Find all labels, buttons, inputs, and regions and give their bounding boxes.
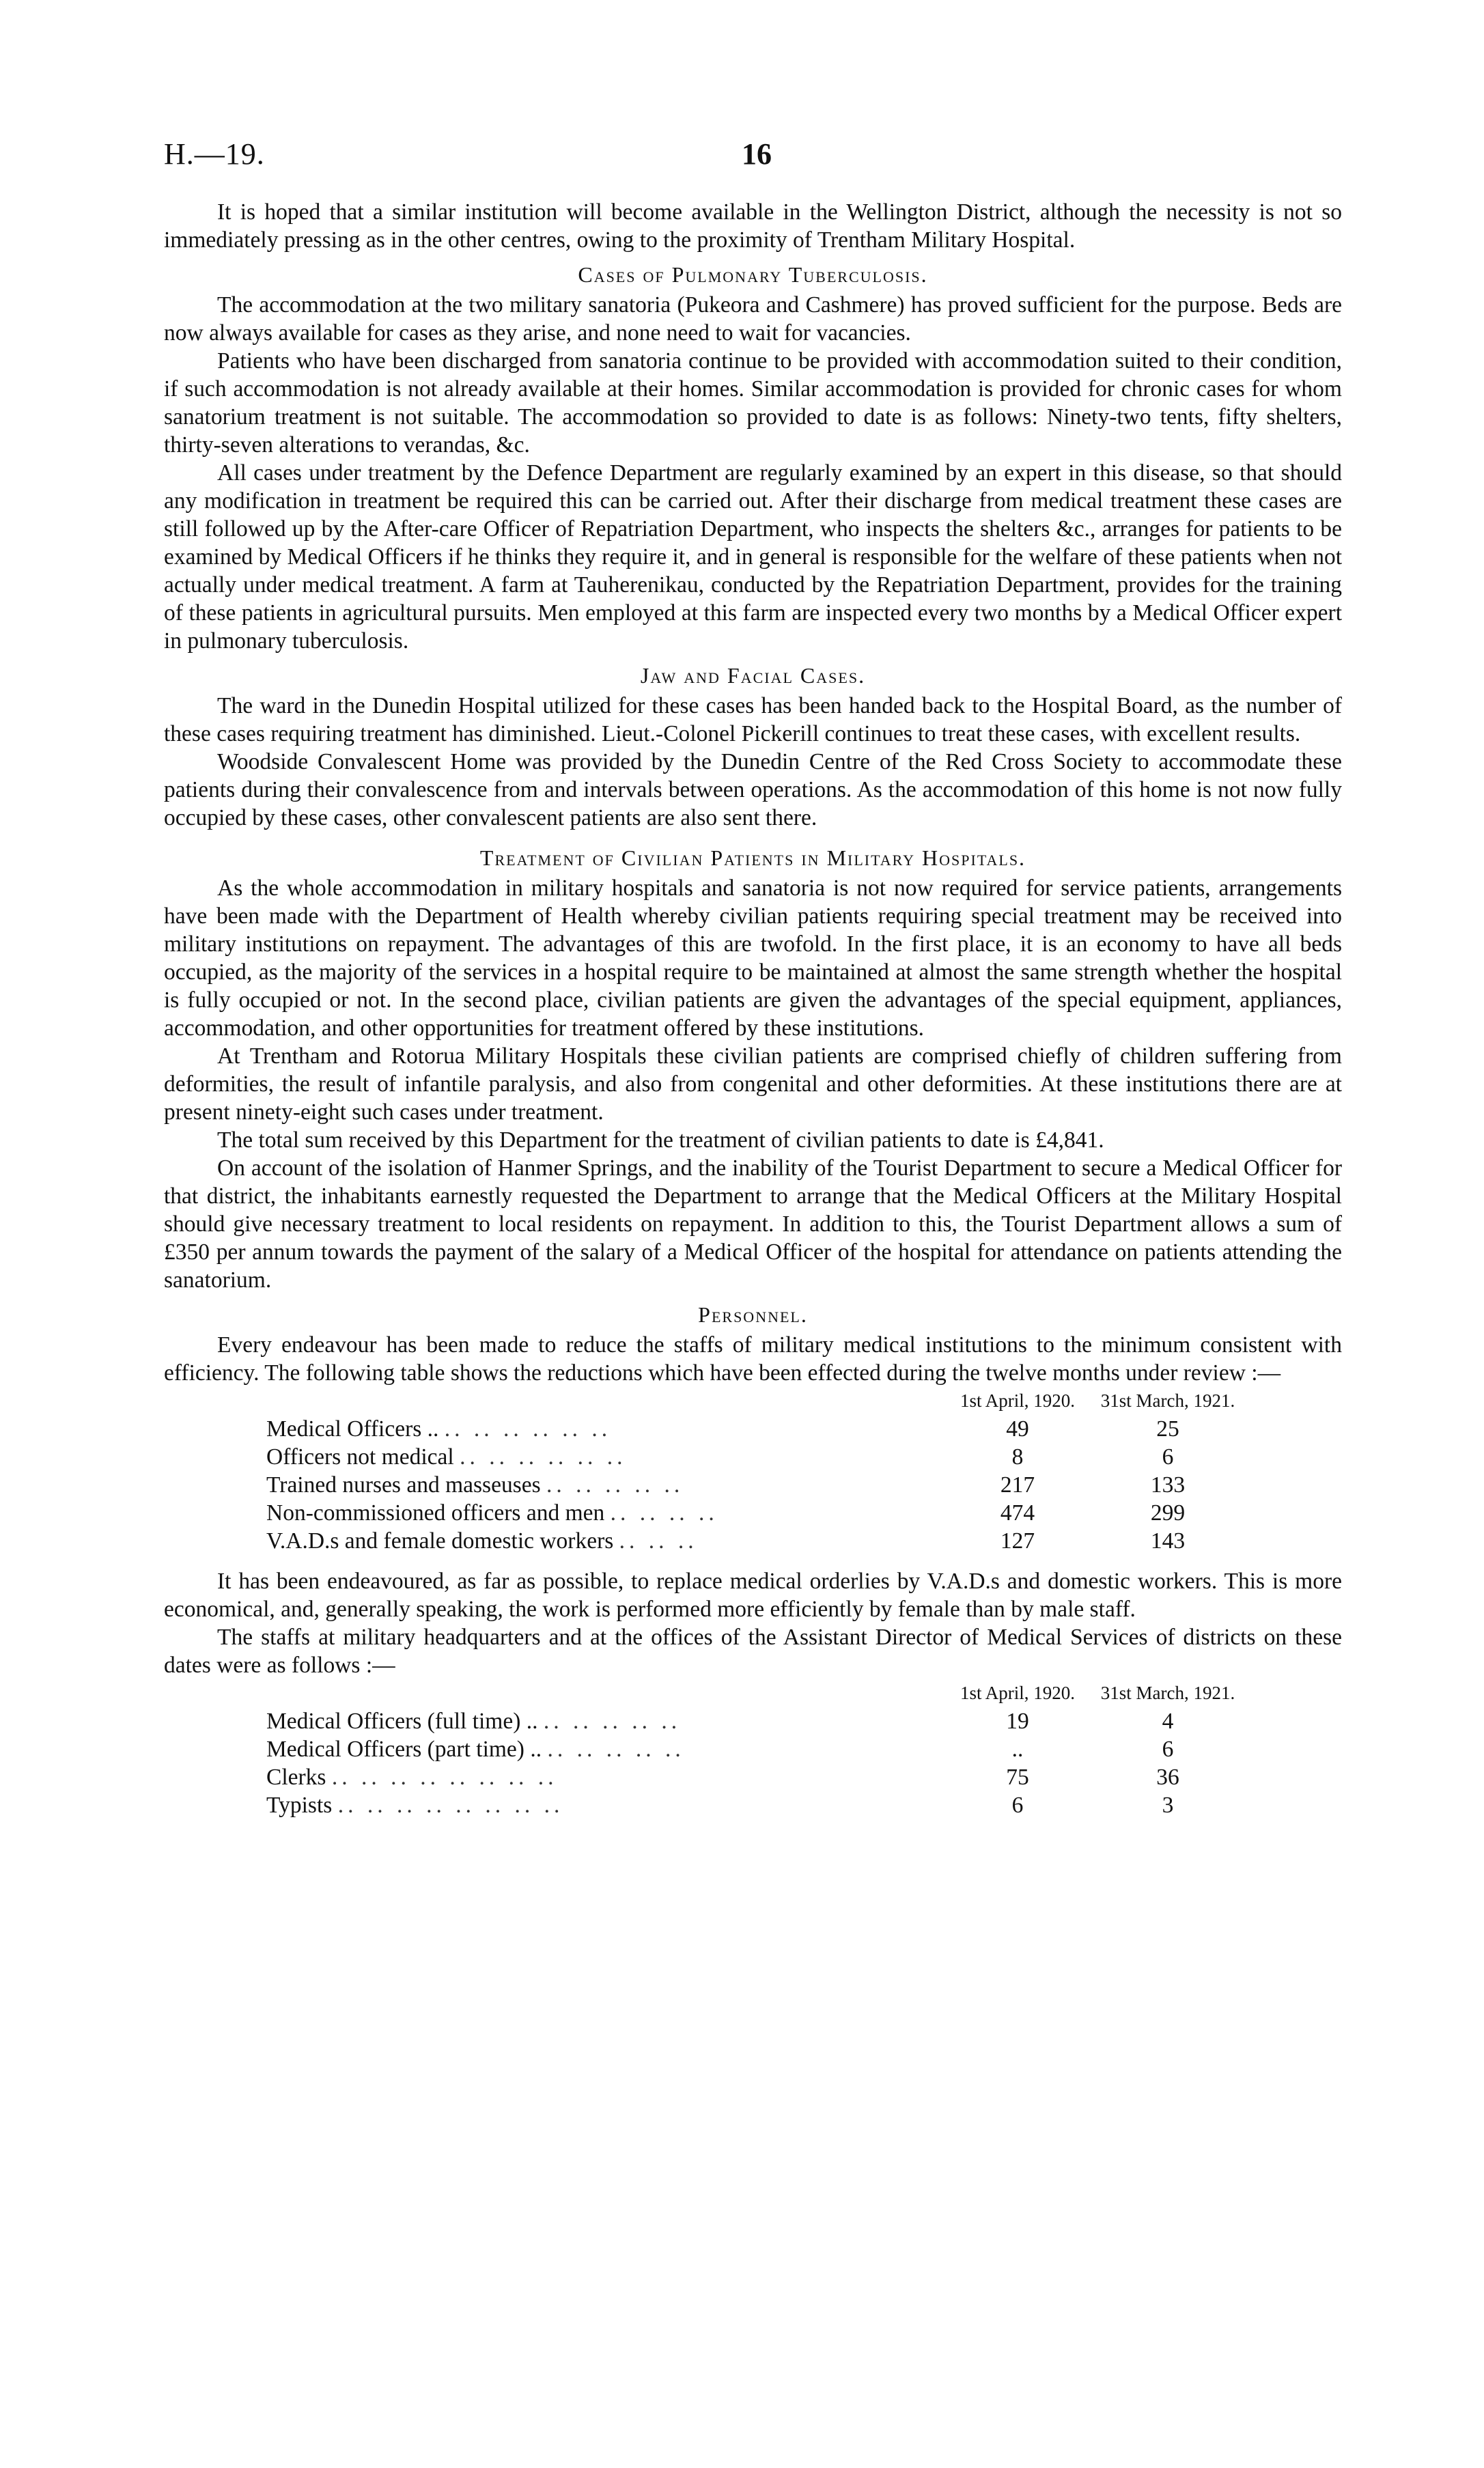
row-label: Medical Officers .. bbox=[266, 1416, 439, 1442]
row-label: Trained nurses and masseuses bbox=[266, 1472, 541, 1498]
cell-1921: 36 bbox=[1156, 1765, 1179, 1790]
leader-dots: .. .. .. .. .. .. bbox=[460, 1444, 627, 1470]
row-label: Officers not medical bbox=[266, 1444, 454, 1470]
cell-1921: 3 bbox=[1162, 1793, 1174, 1818]
paragraph: The staffs at military headquarters and at the offices of the Assistant Director of Medical Services of districts on these dates were as follows :— bbox=[164, 1625, 1342, 1678]
cell-1921: 6 bbox=[1162, 1444, 1174, 1470]
paragraph: Woodside Convalescent Home was provided by the Dunedin Centre of the Red Cross Society to accommodate these patients during their convalescence from and intervals between operations. As the accommodation of this home is not now fully occupied by these cases, other convalescent patients are also sent there. bbox=[164, 749, 1342, 830]
cell-1921: 299 bbox=[1150, 1500, 1186, 1526]
staff-reduction-table bbox=[266, 1387, 1250, 1555]
table-row bbox=[266, 1443, 1250, 1471]
document-body bbox=[164, 198, 1342, 1819]
cell-1920: 49 bbox=[1006, 1416, 1029, 1442]
paragraph: At Trentham and Rotorua Military Hospitals these civilian patients are comprised chiefly of children suffering from deformities, the result of infantile paralysis, and also from congenital and other deformities. At these institutions there are at present ninety-eight such cases under treatment. bbox=[164, 1043, 1342, 1125]
document-reference: H.—19. bbox=[164, 137, 265, 171]
paragraph: The accommodation at the two military sanatoria (Pukeora and Cashmere) has proved sufficient for the purpose. Beds are now always available for cases as they arise, and none need to wait for vacancies. bbox=[164, 292, 1342, 346]
headquarters-staff-table bbox=[266, 1679, 1250, 1819]
paragraph: The total sum received by this Department for the treatment of civilian patients to date is £4,841. bbox=[217, 1127, 1104, 1153]
table-row bbox=[266, 1735, 1250, 1763]
row-label: V.A.D.s and female domestic workers bbox=[266, 1528, 614, 1554]
leader-dots: .. .. .. .. .. .. bbox=[444, 1416, 612, 1442]
paragraph: Patients who have been discharged from sanatoria continue to be provided with accommodation suited to their condition, if such accommodation is not already available at their homes. Similar accommodation is provided for chronic cases for whom sanatorium treatment is not suitable. The accommodation so provided to date is as follows: Ninety-two tents, fifty shelters, thirty-seven alterations to verandas, &c. bbox=[164, 348, 1342, 458]
paragraph: It has been endeavoured, as far as possible, to replace medical orderlies by V.A.D.s and domestic workers. This is more economical, and, generally speaking, the work is performed more efficiently by female than by male staff. bbox=[164, 1569, 1342, 1622]
row-label: Medical Officers (part time) .. bbox=[266, 1737, 542, 1762]
row-label: Clerks bbox=[266, 1765, 326, 1790]
leader-dots: .. .. .. .. .. bbox=[543, 1709, 682, 1734]
cell-1920: 217 bbox=[1000, 1472, 1035, 1498]
table-row bbox=[266, 1471, 1250, 1499]
cell-1920: 6 bbox=[1011, 1793, 1024, 1818]
table-header-row bbox=[266, 1387, 1250, 1415]
leader-dots: .. .. .. .. bbox=[610, 1500, 718, 1526]
leader-dots: .. .. .. .. .. .. .. .. bbox=[331, 1765, 558, 1790]
row-label: Typists bbox=[266, 1793, 333, 1818]
page-number: 16 bbox=[742, 137, 772, 171]
table-row bbox=[266, 1499, 1250, 1527]
paragraph: Every endeavour has been made to reduce the staffs of military medical institutions to the minimum consistent with efficiency. The following table shows the reductions which have been effected during the twelve months under review :— bbox=[164, 1332, 1342, 1386]
paragraph: As the whole accommodation in military hospitals and sanatoria is not now required for service patients, arrangements have been made with the Department of Health whereby civilian patients requiring special treatment may be received into military institutions on repayment. The advantages of this are twofold. In the first place, it is an economy to have all beds occupied, as the majority of the services in a hospital require to be maintained at almost the same strength whether the hospital is fully occupied or not. In the second place, civilian patients are given the advantages of the special equipment, appliances, accommodation, and other opportunities for treatment offered by these institutions. bbox=[164, 875, 1342, 1041]
column-header: 1st April, 1920. bbox=[960, 1683, 1075, 1703]
cell-1920: 75 bbox=[1006, 1765, 1029, 1790]
cell-1921: 25 bbox=[1156, 1416, 1179, 1442]
leader-dots: .. .. .. .. .. bbox=[546, 1472, 684, 1498]
cell-1920: .. bbox=[1011, 1737, 1024, 1762]
table-row bbox=[266, 1707, 1250, 1735]
paragraph: All cases under treatment by the Defence Department are regularly examined by an expert in this disease, so that should any modification in treatment be required this can be carried out. After their discharge from medical treatment these cases are still followed up by the After-care Officer of Repatriation Department, who inspects the shelters &c., arranges for patients to be examined by Medical Officers if he thinks they require it, and in general is responsible for the welfare of these patients when not actually under medical treatment. A farm at Tauherenikau, conducted by the Repatriation Department, provides for the training of these patients in agricultural pursuits. Men employed at this farm are inspected every two months by a Medical Officer expert in pulmonary tuberculosis. bbox=[164, 460, 1343, 654]
table-row bbox=[266, 1763, 1250, 1791]
cell-1921: 143 bbox=[1150, 1528, 1186, 1554]
paragraph: The ward in the Dunedin Hospital utilized for these cases has been handed back to the Hospital Board, as the number of these cases requiring treatment has diminished. Lieut.-Colonel Pickerill continues to treat these cases, with excellent results. bbox=[164, 693, 1342, 746]
table-row bbox=[266, 1791, 1250, 1819]
table-header-row bbox=[266, 1679, 1250, 1707]
heading-civilian-patients: Treatment of Civilian Patients in Military Hospitals. bbox=[479, 845, 1026, 870]
cell-1921: 6 bbox=[1162, 1737, 1174, 1762]
row-label: Non-commissioned officers and men bbox=[266, 1500, 605, 1526]
table-row bbox=[266, 1527, 1250, 1555]
column-header: 31st March, 1921. bbox=[1100, 1683, 1235, 1703]
heading-personnel: Personnel. bbox=[698, 1302, 808, 1327]
leader-dots: .. .. .. bbox=[619, 1528, 698, 1554]
row-label: Medical Officers (full time) .. bbox=[266, 1709, 538, 1734]
cell-1920: 127 bbox=[1000, 1528, 1035, 1554]
column-header: 1st April, 1920. bbox=[960, 1390, 1075, 1411]
cell-1920: 474 bbox=[1000, 1500, 1035, 1526]
cell-1920: 8 bbox=[1011, 1444, 1024, 1470]
column-header: 31st March, 1921. bbox=[1100, 1390, 1235, 1411]
cell-1921: 133 bbox=[1150, 1472, 1186, 1498]
cell-1920: 19 bbox=[1006, 1709, 1029, 1734]
leader-dots: .. .. .. .. .. .. .. .. bbox=[337, 1793, 564, 1818]
leader-dots: .. .. .. .. .. bbox=[547, 1737, 685, 1762]
intro-paragraph: It is hoped that a similar institution will become available in the Wellington District, although the necessity is not so immediately pressing as in the other centres, owing to the proximity of Trentham Military Hospital. bbox=[164, 199, 1342, 253]
table-row bbox=[266, 1415, 1250, 1443]
heading-pulmonary-tuberculosis: Cases of Pulmonary Tuberculosis. bbox=[578, 262, 928, 287]
cell-1921: 4 bbox=[1162, 1709, 1174, 1734]
heading-jaw-facial-cases: Jaw and Facial Cases. bbox=[640, 663, 866, 688]
paragraph: On account of the isolation of Hanmer Springs, and the inability of the Tourist Department to secure a Medical Officer for that district, the inhabitants earnestly requested the Department to arrange that the Medical Officers at the Military Hospital should give necessary treatment to local residents on repayment. In addition to this, the Tourist Department allows a sum of £350 per annum towards the payment of the salary of a Medical Officer of the hospital for attendance on patients attending the sanatorium. bbox=[164, 1155, 1342, 1293]
